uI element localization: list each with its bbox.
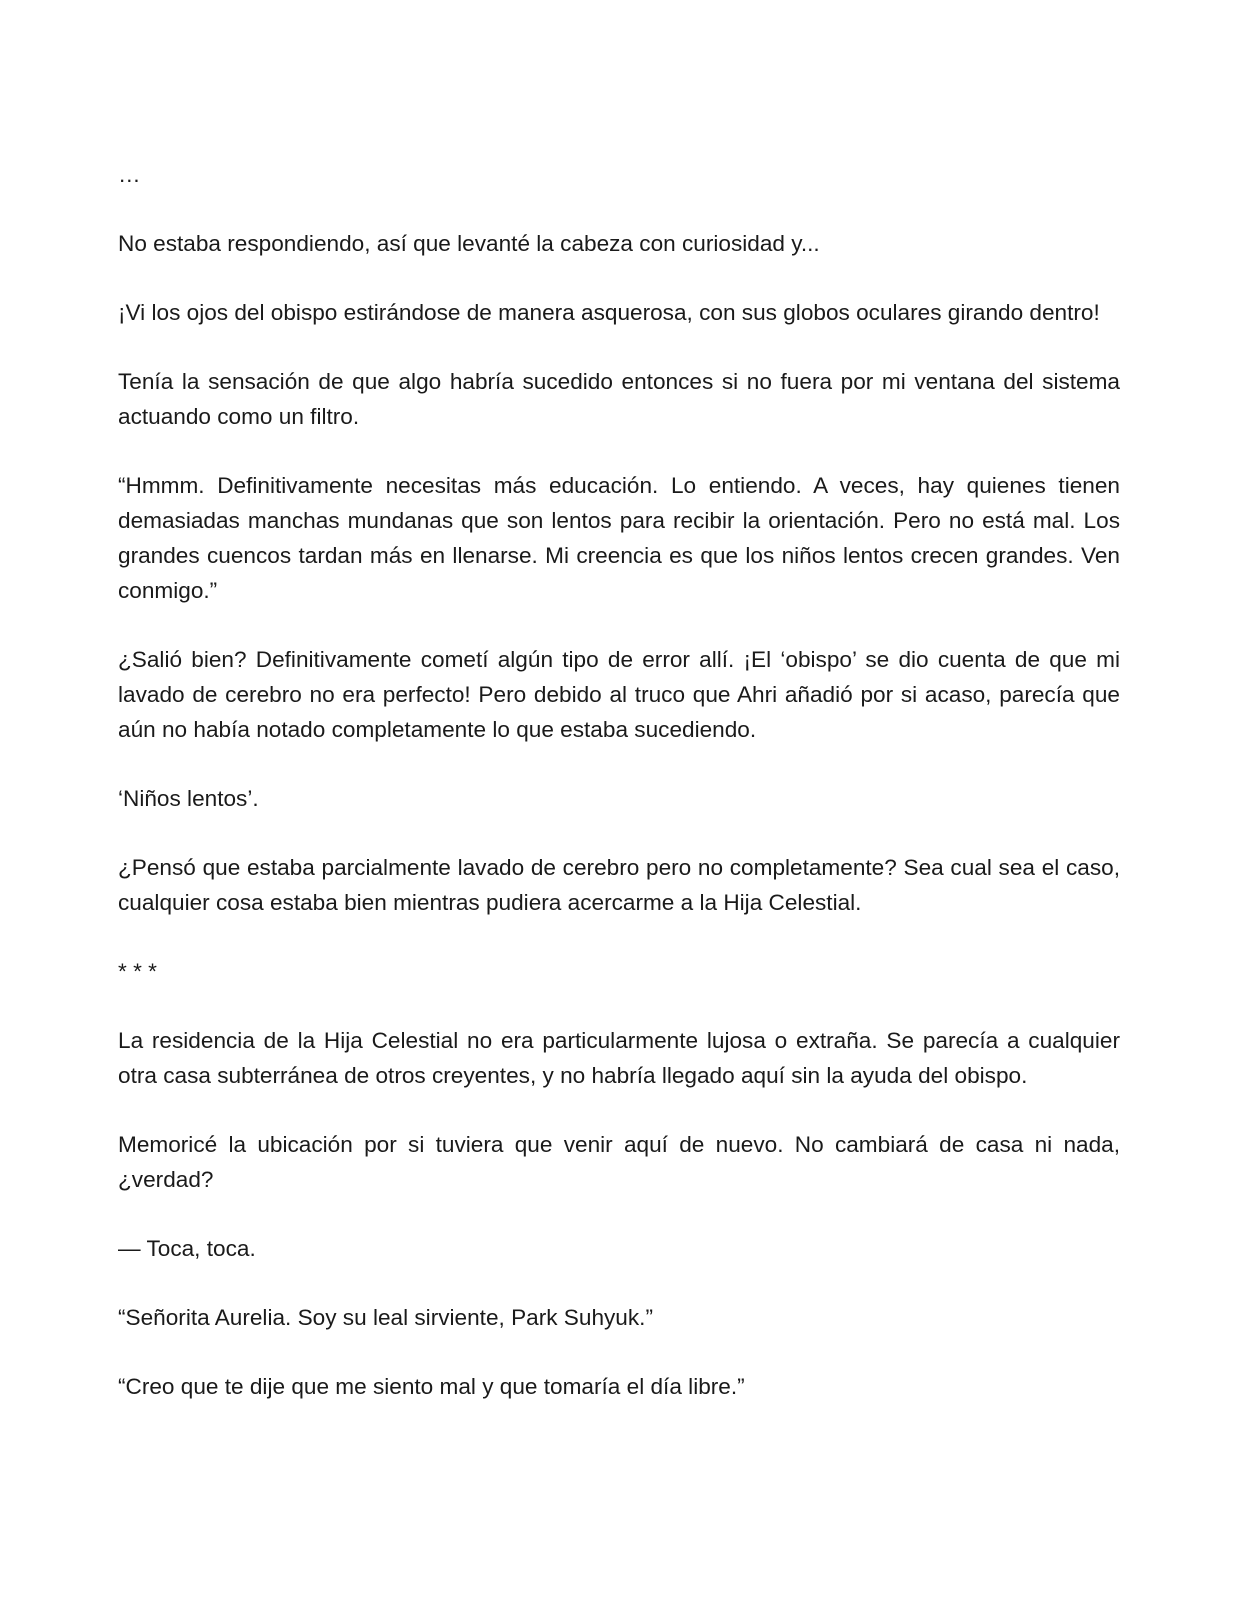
paragraph: “Señorita Aurelia. Soy su leal sirviente, Park Suhyuk.”: [118, 1305, 653, 1330]
paragraph: ¡Vi los ojos del obispo estirándose de manera asquerosa, con sus globos oculares girando dentro!: [118, 300, 1100, 325]
paragraph: Tenía la sensación de que algo habría sucedido entonces si no fuera por mi ventana del sistema actuando como un filtro.: [118, 369, 1120, 429]
paragraph: Memoricé la ubicación por si tuviera que venir aquí de nuevo. No cambiará de casa ni nada, ¿verdad?: [118, 1132, 1120, 1192]
body-text: [118, 157, 1120, 1438]
paragraph: ¿Pensó que estaba parcialmente lavado de cerebro pero no completamente? Sea cual sea el caso, cualquier cosa estaba bien mientras pudiera acercarme a la Hija Celestial.: [118, 855, 1120, 915]
paragraph: “Hmmm. Definitivamente necesitas más educación. Lo entiendo. A veces, hay quienes tienen demasiadas manchas mundanas que son lentos para recibir la orientación. Pero no está mal. Los grandes cuencos tardan más en llenarse. Mi creencia es que los niños lentos crecen grandes. Ven conmigo.”: [118, 473, 1120, 603]
scene-break: * * *: [118, 959, 157, 984]
paragraph: “Creo que te dije que me siento mal y que tomaría el día libre.”: [118, 1374, 745, 1399]
paragraph: ‘Niños lentos’.: [118, 786, 259, 811]
paragraph: ¿Salió bien? Definitivamente cometí algún tipo de error allí. ¡El ‘obispo’ se dio cuenta de que mi lavado de cerebro no era perfecto! Pero debido al truco que Ahri añadió por si acaso, parecía que aún no había notado completamente lo que estaba sucediendo.: [118, 647, 1120, 742]
paragraph: — Toca, toca.: [118, 1236, 256, 1261]
ellipsis-line: …: [118, 162, 141, 187]
paragraph: La residencia de la Hija Celestial no era particularmente lujosa o extraña. Se parecía a cualquier otra casa subterránea de otros creyentes, y no habría llegado aquí sin la ayuda del obispo.: [118, 1028, 1120, 1088]
paragraph: No estaba respondiendo, así que levanté la cabeza con curiosidad y...: [118, 231, 820, 256]
